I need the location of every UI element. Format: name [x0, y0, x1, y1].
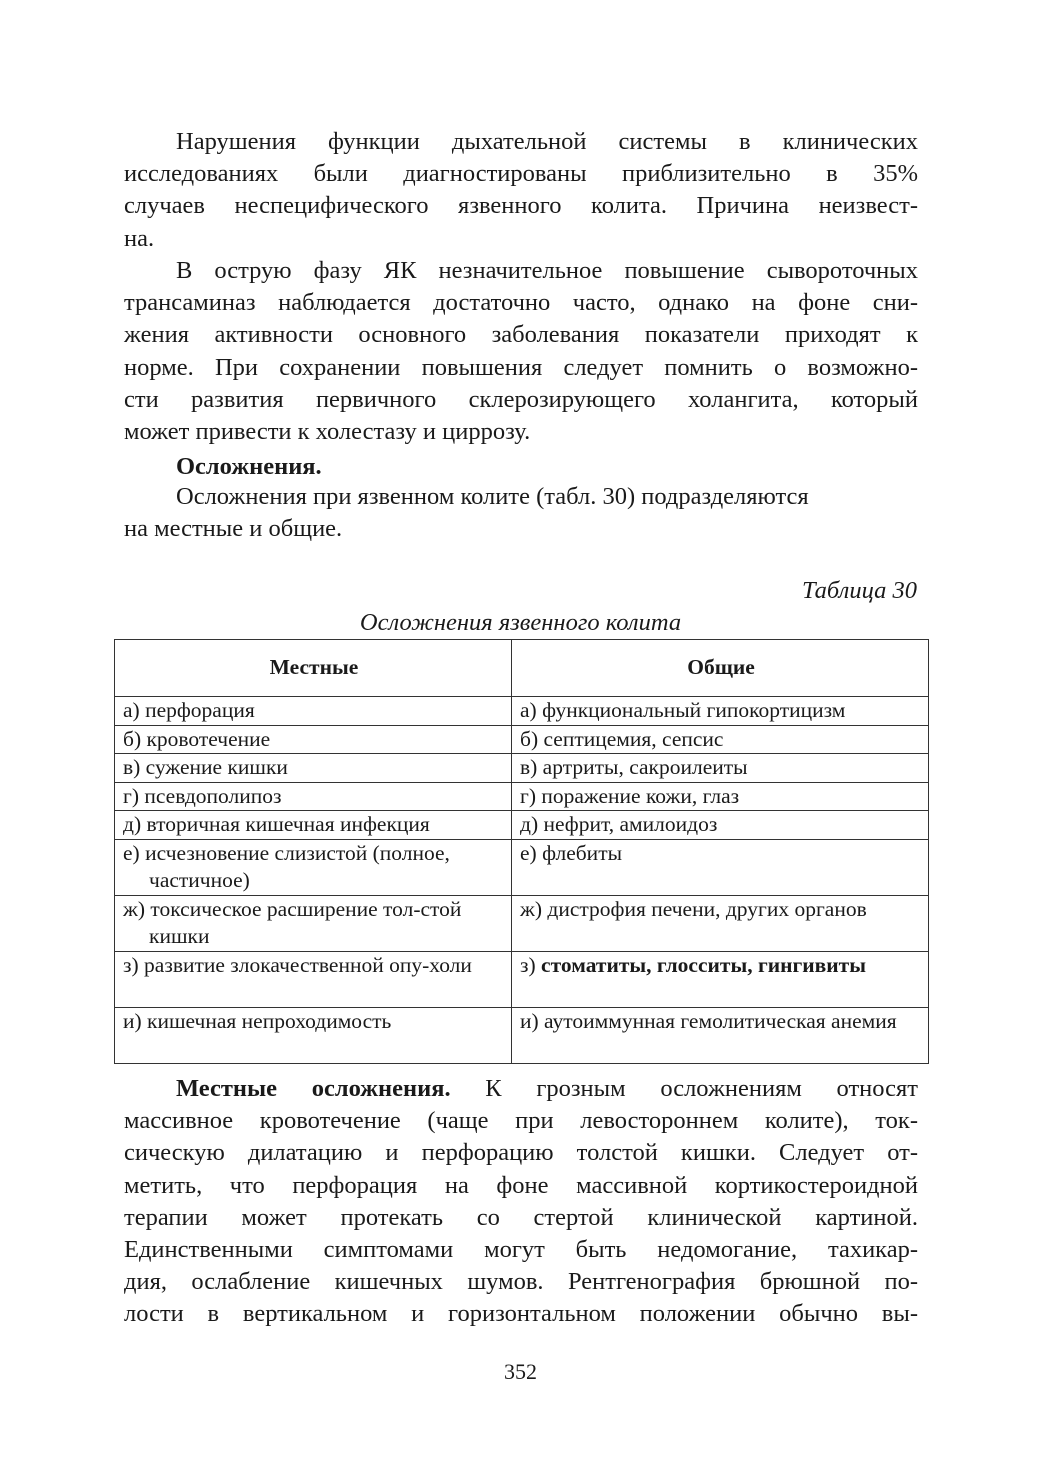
cell-prefix: з)	[520, 952, 542, 977]
text-line	[124, 1073, 918, 1105]
text-line: В острую фазу ЯК незначительное повышение сывороточных	[176, 257, 918, 284]
cell-local: и) кишечная непроходимость	[115, 1007, 512, 1063]
table-row	[115, 754, 929, 783]
paragraph-complications-intro	[124, 481, 918, 545]
cell-general: ж) дистрофия печени, других органов	[512, 895, 929, 951]
table-row	[115, 725, 929, 754]
text-line: сическую дилатацию и перфорацию толстой кишки. Следует от-	[124, 1139, 918, 1167]
text-line: трансаминаз наблюдается достаточно часто, однако на фоне сни-	[124, 289, 918, 317]
cell-general: е) флебиты	[512, 839, 929, 895]
text-line: метить, что перфорация на фоне массивной кортикостероидной	[124, 1171, 918, 1199]
paragraph-transaminases	[124, 255, 918, 448]
table-header-row	[115, 640, 929, 697]
cell-general: г) поражение кожи, глаз	[512, 782, 929, 811]
text-line: Осложнения при язвенном колите (табл. 30) подразделяются	[176, 483, 809, 510]
paragraph-respiratory	[124, 126, 918, 255]
page-number: 352	[504, 1359, 537, 1384]
cell-text: з) развитие злокачественной опу-холи	[123, 952, 472, 977]
header-general: Общие	[512, 640, 929, 697]
complications-table	[114, 639, 929, 1064]
table-row	[115, 839, 929, 895]
section-heading-block	[124, 451, 918, 483]
cell-local: г) псевдополипоз	[115, 782, 512, 811]
text-line: на.	[124, 224, 155, 252]
cell-general: а) функциональный гипокортицизм	[512, 697, 929, 726]
paragraph-local-complications	[124, 1073, 918, 1331]
table-row	[115, 951, 929, 1007]
table-row	[115, 811, 929, 840]
text-line: может привести к холестазу и циррозу.	[124, 417, 531, 445]
text-line: дия, ослабление кишечных шумов. Рентгенография брюшной по-	[124, 1268, 918, 1296]
cell-local: б) кровотечение	[115, 725, 512, 754]
text-run: К грозным осложнениям относят	[450, 1075, 919, 1102]
cell-general: в) артриты, сакроилеиты	[512, 754, 929, 783]
text-line: норме. При сохранении повышения следует помнить о возможно-	[124, 353, 918, 381]
text-line: случаев неспецифического язвенного колита. Причина неизвест-	[124, 192, 918, 220]
cell-local: в) сужение кишки	[115, 754, 512, 783]
cell-local: д) вторичная кишечная инфекция	[115, 811, 512, 840]
cell-text: е) исчезновение слизистой (полное, частичное)	[123, 840, 450, 892]
cell-local	[115, 839, 512, 895]
text-line: на местные и общие.	[124, 515, 343, 543]
paragraph-lead: Местные осложнения.	[176, 1075, 451, 1102]
header-local: Местные	[115, 640, 512, 697]
text-line: жения активности основного заболевания показатели приходят к	[124, 321, 918, 349]
cell-general	[512, 1007, 929, 1063]
table-number: Таблица 30	[801, 577, 917, 604]
cell-text: ж) токсическое расширение тол-стой кишки	[123, 896, 462, 948]
text-line: Нарушения функции дыхательной системы в клинических	[176, 128, 918, 155]
cell-general	[512, 951, 929, 1007]
cell-general: д) нефрит, амилоидоз	[512, 811, 929, 840]
cell-general: б) септицемия, сепсис	[512, 725, 929, 754]
cell-local	[115, 895, 512, 951]
table-row	[115, 1007, 929, 1063]
cell-bold-text: стоматиты, глосситы, гингивиты	[541, 952, 867, 977]
cell-local: а) перфорация	[115, 697, 512, 726]
cell-text: и) аутоиммунная гемолитическая анемия	[520, 1008, 897, 1033]
table-row	[115, 697, 929, 726]
text-line: исследованиях были диагностированы приблизительно в 35%	[124, 160, 918, 188]
table-row	[115, 895, 929, 951]
cell-local	[115, 951, 512, 1007]
section-heading: Осложнения.	[176, 453, 322, 480]
text-line: Единственными симптомами могут быть недомогание, тахикар-	[124, 1235, 918, 1263]
text-line: лости в вертикальном и горизонтальном положении обычно вы-	[124, 1300, 918, 1328]
table-title: Осложнения язвенного колита	[359, 609, 682, 636]
text-line: терапии может протекать со стертой клинической картиной.	[124, 1203, 918, 1231]
table-row	[115, 782, 929, 811]
text-line: сти развития первичного склерозирующего холангита, который	[124, 385, 918, 413]
text-line: массивное кровотечение (чаще при левостороннем колите), ток-	[124, 1107, 918, 1135]
